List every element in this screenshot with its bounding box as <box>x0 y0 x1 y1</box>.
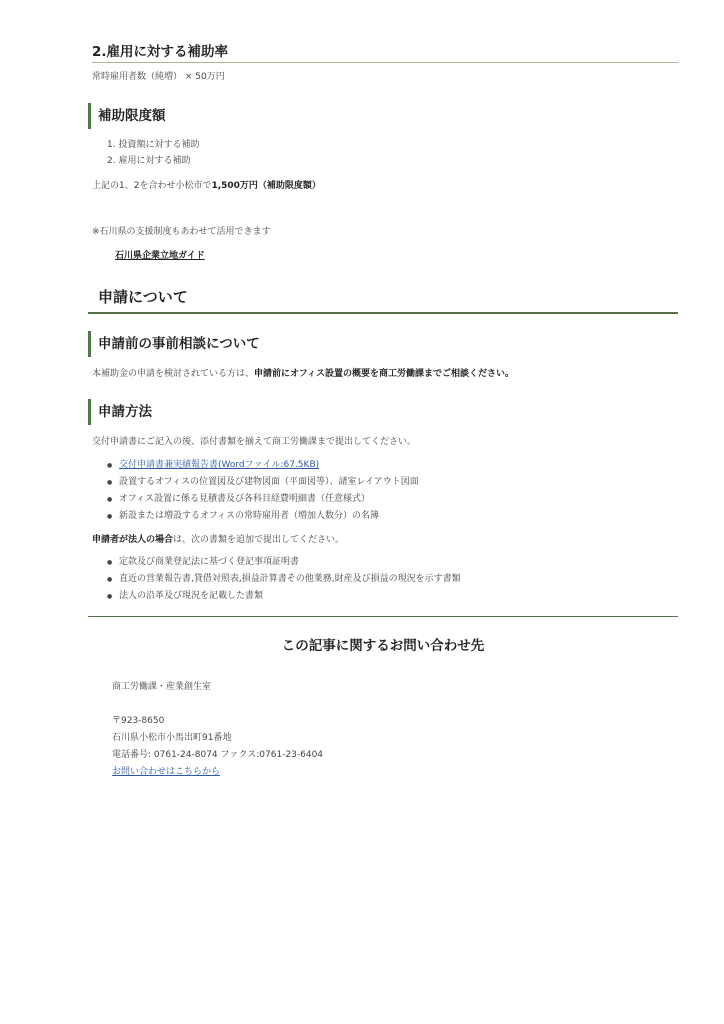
list-item: ● 法人の沿革及び現況を記載した書類 <box>107 588 461 605</box>
required-docs-list <box>107 457 419 525</box>
list-item: ● 新設または増設するオフィスの常時雇用者（増加人数分）の名簿 <box>107 508 419 525</box>
contact-title: この記事に関するお問い合わせ先 <box>281 638 485 654</box>
employment-subsidy-heading: 2.雇用に対する補助率 <box>92 44 229 60</box>
list-item: ● 設置するオフィスの位置図及び建物図面（平面図等）、諸室レイアウト図面 <box>107 474 419 491</box>
employment-subsidy-text: 常時雇用者数（純増） × 50万円 <box>92 72 225 82</box>
corporate-note <box>92 534 344 546</box>
contact-address: 石川県小松市小馬出町91番地 <box>112 733 232 743</box>
list-item: ● 直近の営業報告書,貸借対照表,損益計算書その他業務,財産及び損益の現況を示す書類 <box>107 571 461 588</box>
contact-divider <box>88 616 678 617</box>
prefecture-note: ※石川県の支援制度もあわせて活用できます <box>92 227 271 237</box>
contact-postal: 〒923-8650 <box>112 716 165 726</box>
consult-bold: 申請前にオフィス設置の概要を商工労働課までご相談ください。 <box>254 369 515 379</box>
consult-heading: 申請前の事前相談について <box>88 331 260 357</box>
list-item: ● オフィス設置に係る見積書及び各科目経費明細書（任意様式） <box>107 491 419 508</box>
list-item: ● 定款及び商業登記法に基づく登記事項証明書 <box>107 554 461 571</box>
limit-list <box>107 137 199 169</box>
consult-text <box>92 368 514 380</box>
list-item <box>107 457 419 474</box>
application-form-link[interactable]: 交付申請書兼実績報告書(Wordファイル:67.5KB) <box>119 460 320 470</box>
limit-heading: 補助限度額 <box>88 103 166 129</box>
limit-amount: 1,500万円（補助限度額） <box>211 181 321 191</box>
corporate-rest: は、次の書類を追加で提出してください。 <box>173 535 345 545</box>
corporate-bold: 申請者が法人の場合 <box>92 535 174 545</box>
application-title: 申請について <box>98 288 188 306</box>
list-item: 2. 雇用に対する補助 <box>107 156 191 166</box>
limit-summary-prefix: 上記の1、2を合わせ小松市で <box>92 181 212 191</box>
limit-summary <box>92 180 321 192</box>
contact-phone: 電話番号: 0761-24-8074 ファクス:0761-23-6404 <box>112 750 324 760</box>
inquiry-link[interactable]: お問い合わせはこちらから <box>112 767 221 777</box>
ishikawa-guide-link[interactable]: 石川県企業立地ガイド <box>115 251 205 261</box>
corporate-docs-list <box>107 554 461 605</box>
consult-prefix: 本補助金の申請を検討されている方は、 <box>92 369 255 379</box>
section-divider <box>88 312 678 314</box>
method-text: 交付申請書にご記入の後、添付書類を揃えて商工労働課まで提出してください。 <box>92 437 417 447</box>
list-item: 1. 投資額に対する補助 <box>107 140 200 150</box>
heading-divider <box>92 62 678 63</box>
method-heading: 申請方法 <box>88 399 152 425</box>
contact-department: 商工労働課・産業創生室 <box>112 682 212 692</box>
